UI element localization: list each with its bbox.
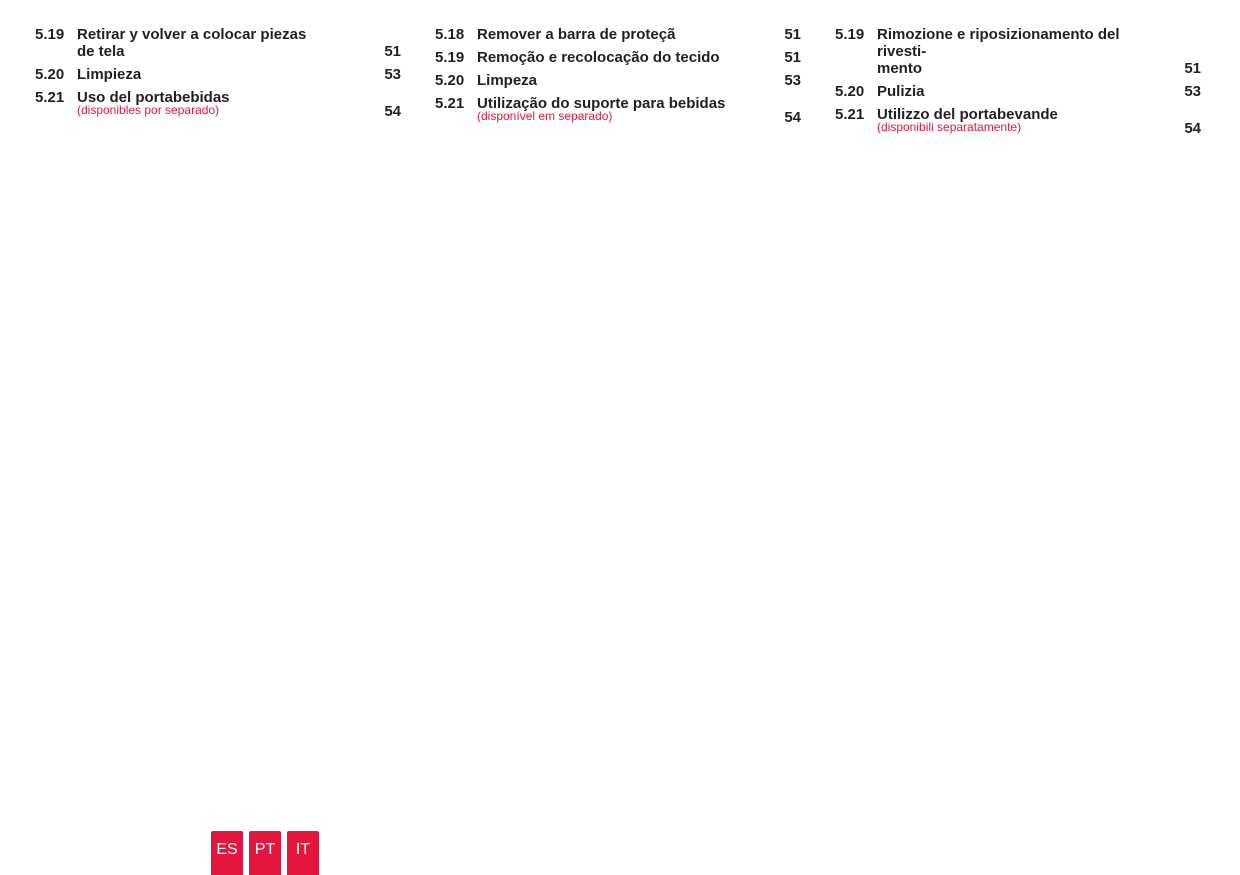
toc-entry[interactable] — [835, 106, 1201, 137]
toc-entry-availability-note: (disponibles por separado) — [77, 103, 220, 117]
toc-entry-body — [877, 106, 1201, 133]
toc-entry-page: 51 — [1184, 60, 1201, 77]
toc-entry[interactable] — [435, 72, 801, 89]
toc-column-it — [835, 26, 1201, 139]
toc-entry[interactable] — [435, 26, 801, 43]
toc-entry-number: 5.20 — [35, 66, 65, 83]
toc-entry-title: Uso del portabebidas — [77, 89, 230, 106]
toc-entry-body — [477, 26, 801, 43]
toc-entry-number: 5.19 — [435, 49, 465, 66]
toc-column-pt — [435, 26, 801, 128]
toc-entry-body — [477, 72, 801, 89]
toc-entry-title: Remoção e recolocação do tecido — [477, 49, 720, 66]
toc-entry-page: 54 — [384, 103, 401, 120]
toc-entry-body — [77, 26, 401, 60]
language-tab-pt[interactable]: PT — [249, 831, 281, 875]
toc-entry-page: 54 — [784, 109, 801, 126]
toc-entry-title: Utilizzo del portabevande — [877, 106, 1058, 123]
toc-entry[interactable] — [35, 66, 401, 83]
toc-entry-body — [877, 26, 1201, 77]
toc-entry-title: Limpeza — [477, 72, 538, 89]
toc-entry-body — [77, 89, 401, 116]
toc-entry-body — [877, 83, 1201, 100]
toc-entry-number: 5.19 — [35, 26, 65, 43]
language-tab-es[interactable]: ES — [211, 831, 243, 875]
toc-entry-page: 51 — [784, 49, 801, 66]
toc-entry-body — [477, 49, 801, 66]
toc-entry[interactable] — [435, 49, 801, 66]
toc-entry-title: Retirar y volver a colocar piezas de tela — [77, 26, 307, 60]
toc-entry-page: 53 — [1184, 83, 1201, 100]
toc-entry-body — [77, 66, 401, 83]
toc-entry-page: 53 — [384, 66, 401, 83]
toc-entry-page: 54 — [1184, 120, 1201, 137]
toc-entry[interactable] — [35, 89, 401, 120]
toc-entry[interactable] — [435, 95, 801, 126]
toc-entry-page: 51 — [784, 26, 801, 43]
toc-entry-title: Remover a barra de proteçã — [477, 26, 676, 43]
toc-entry-body — [477, 95, 801, 122]
language-tabs — [211, 831, 319, 875]
toc-column-es — [35, 26, 401, 122]
toc-entry-number: 5.20 — [435, 72, 465, 89]
toc-entry[interactable] — [35, 26, 401, 60]
toc-entry-page: 51 — [384, 43, 401, 60]
toc-entry-title: Limpieza — [77, 66, 142, 83]
toc-entry-title: Rimozione e riposizionamento del rivesti- mento — [877, 26, 1120, 77]
toc-entry-number: 5.21 — [35, 89, 65, 106]
toc-entry-number: 5.20 — [835, 83, 865, 100]
toc-entry-availability-note: (disponível em separado) — [477, 109, 613, 123]
toc-entry-page: 53 — [784, 72, 801, 89]
toc-entry-number: 5.18 — [435, 26, 465, 43]
toc-entry[interactable] — [835, 26, 1201, 77]
toc-entry-number: 5.21 — [435, 95, 465, 112]
toc-entry-number: 5.21 — [835, 106, 865, 123]
language-tab-it[interactable]: IT — [287, 831, 319, 875]
toc-entry[interactable] — [835, 83, 1201, 100]
toc-entry-availability-note: (disponibili separatamente) — [877, 120, 1022, 134]
toc-entry-title: Utilização do suporte para bebidas — [477, 95, 726, 112]
toc-entry-number: 5.19 — [835, 26, 865, 43]
toc-entry-title: Pulizia — [877, 83, 925, 100]
